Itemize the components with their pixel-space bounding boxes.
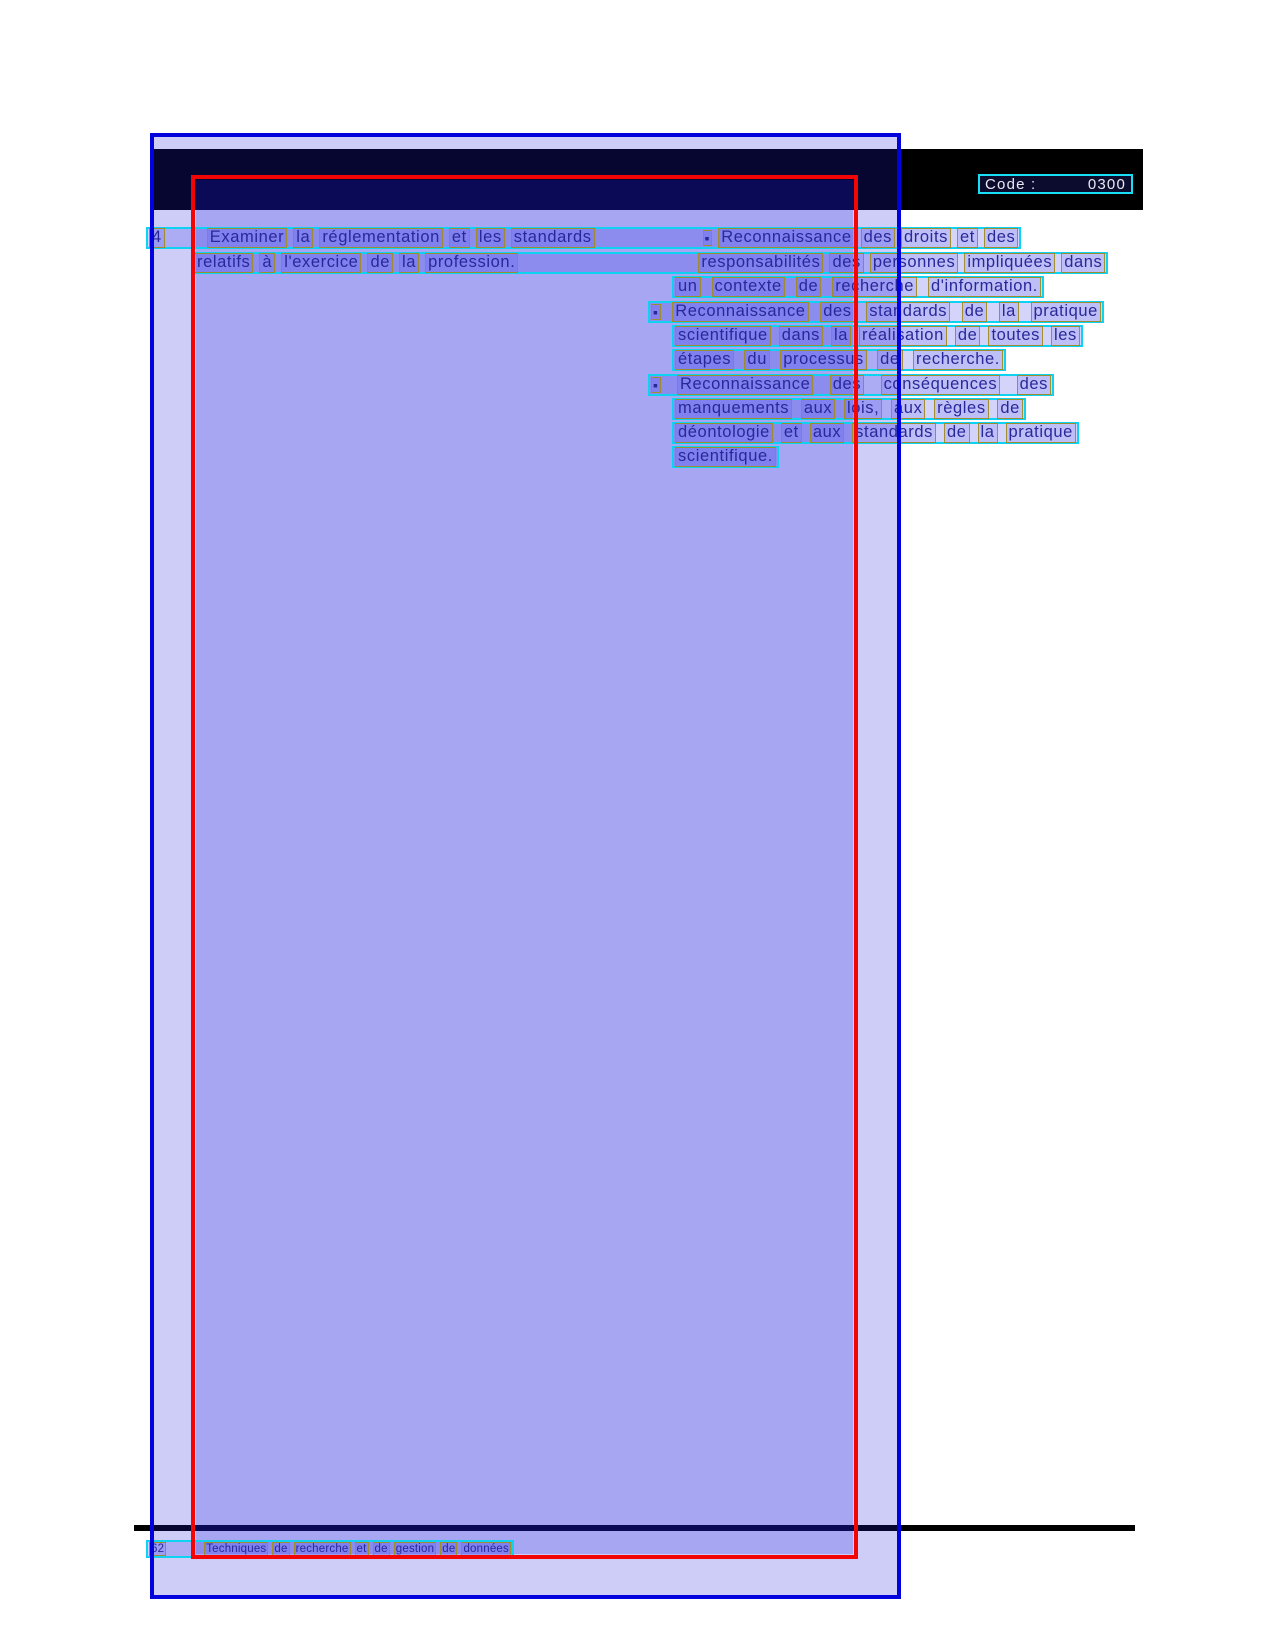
ocr-word: lois,: [844, 399, 882, 419]
ocr-word: 4: [149, 228, 165, 248]
ocr-word: Examiner: [207, 228, 288, 248]
ocr-word: de: [962, 302, 988, 322]
ocr-line-box: [672, 398, 1026, 420]
bullet-icon: ▪: [653, 304, 659, 320]
ocr-word: Reconnaissance: [677, 375, 813, 395]
column-gap: [170, 1549, 200, 1550]
ocr-word: Reconnaissance: [672, 302, 808, 322]
ocr-line-box: [191, 252, 1108, 274]
ocr-word: profession.: [425, 253, 518, 273]
ocr-word: aux: [801, 399, 835, 419]
ocr-word: aux: [891, 399, 925, 419]
ocr-word: de: [877, 350, 903, 370]
ocr-word: standards: [511, 228, 595, 248]
ocr-word: la: [293, 228, 313, 248]
ocr-word: la: [978, 423, 998, 443]
ocr-word: recherche.: [913, 350, 1003, 370]
ocr-word: personnes: [870, 253, 958, 273]
ocr-line-box: [146, 1540, 514, 1558]
ocr-line-box: [672, 422, 1079, 444]
ocr-word: et: [449, 228, 470, 248]
ocr-line-box: [146, 227, 1021, 249]
ocr-word: de: [442, 1542, 456, 1555]
ocr-word: Reconnaissance: [718, 228, 854, 248]
ocr-word: des: [829, 253, 863, 273]
ocr-word: la: [999, 302, 1019, 322]
ocr-word: étapes: [675, 350, 734, 370]
column-gap: [601, 238, 697, 239]
ocr-word: standards: [852, 423, 936, 443]
ocr-word: de: [796, 277, 822, 297]
ocr-word: de: [997, 399, 1023, 419]
ocr-word: recherche: [295, 1542, 349, 1555]
ocr-word: déontologie: [675, 423, 773, 443]
ocr-word: et: [356, 1542, 367, 1555]
ocr-word: scientifique: [675, 326, 771, 346]
ocr-word: de: [367, 253, 393, 273]
code-value: 0300: [1087, 175, 1126, 193]
ocr-word: toutes: [988, 326, 1043, 346]
ocr-word: données: [463, 1542, 509, 1555]
ocr-word: standards: [866, 302, 950, 322]
column-gap: [524, 263, 692, 264]
ocr-word: dans: [1061, 253, 1105, 273]
ocr-line-box: [672, 349, 1006, 371]
ocr-word: dans: [779, 326, 823, 346]
ocr-word: contexte: [712, 277, 785, 297]
ocr-word: réalisation: [859, 326, 947, 346]
ocr-word: conséquences: [881, 375, 1001, 395]
ocr-word: et: [781, 423, 802, 443]
ocr-word: de: [955, 326, 981, 346]
ocr-word: de: [274, 1542, 288, 1555]
ocr-word: scientifique.: [675, 447, 776, 467]
ocr-word: manquements: [675, 399, 792, 419]
ocr-word: l'exercice: [281, 253, 361, 273]
ocr-word: des: [830, 375, 864, 395]
ocr-word: des: [861, 228, 895, 248]
ocr-word: les: [1051, 326, 1080, 346]
ocr-word: à: [259, 253, 275, 273]
ocr-word: pratique: [1006, 423, 1076, 443]
ocr-word: impliquées: [964, 253, 1055, 273]
ocr-line-box: [672, 446, 779, 468]
ocr-word: d'information.: [928, 277, 1041, 297]
ocr-word: processus: [780, 350, 867, 370]
ocr-word: de: [374, 1542, 388, 1555]
ocr-word: gestion: [395, 1542, 435, 1555]
footer-rule: [134, 1525, 1135, 1531]
ocr-line-box: [672, 276, 1044, 298]
ocr-word: du: [744, 350, 770, 370]
ocr-word: règles: [934, 399, 989, 419]
code-field-box: [978, 174, 1133, 194]
ocr-line-box: [648, 374, 1054, 396]
ocr-word: réglementation: [319, 228, 443, 248]
ocr-word: des: [1017, 375, 1051, 395]
bullet-icon: ▪: [653, 377, 659, 393]
ocr-word: responsabilités: [698, 253, 823, 273]
ocr-line-box: [672, 325, 1083, 347]
ocr-word: la: [399, 253, 419, 273]
bullet-icon: ▪: [704, 230, 711, 246]
ocr-word: des: [984, 228, 1018, 248]
ocr-word: aux: [810, 423, 844, 443]
ocr-word: relatifs: [194, 253, 253, 273]
ocr-word: 62: [151, 1542, 165, 1555]
ocr-word: un: [675, 277, 701, 297]
ocr-word: et: [957, 228, 978, 248]
ocr-line-box: [648, 301, 1104, 323]
ocr-word: les: [476, 228, 505, 248]
ocr-word: recherche: [832, 277, 917, 297]
ocr-word: Techniques: [206, 1542, 267, 1555]
code-label: Code :: [985, 175, 1037, 193]
ocr-word: pratique: [1031, 302, 1101, 322]
ocr-word: la: [831, 326, 851, 346]
ocr-word: droits: [901, 228, 951, 248]
column-gap: [171, 238, 201, 239]
ocr-word: des: [820, 302, 854, 322]
ocr-word: de: [944, 423, 970, 443]
